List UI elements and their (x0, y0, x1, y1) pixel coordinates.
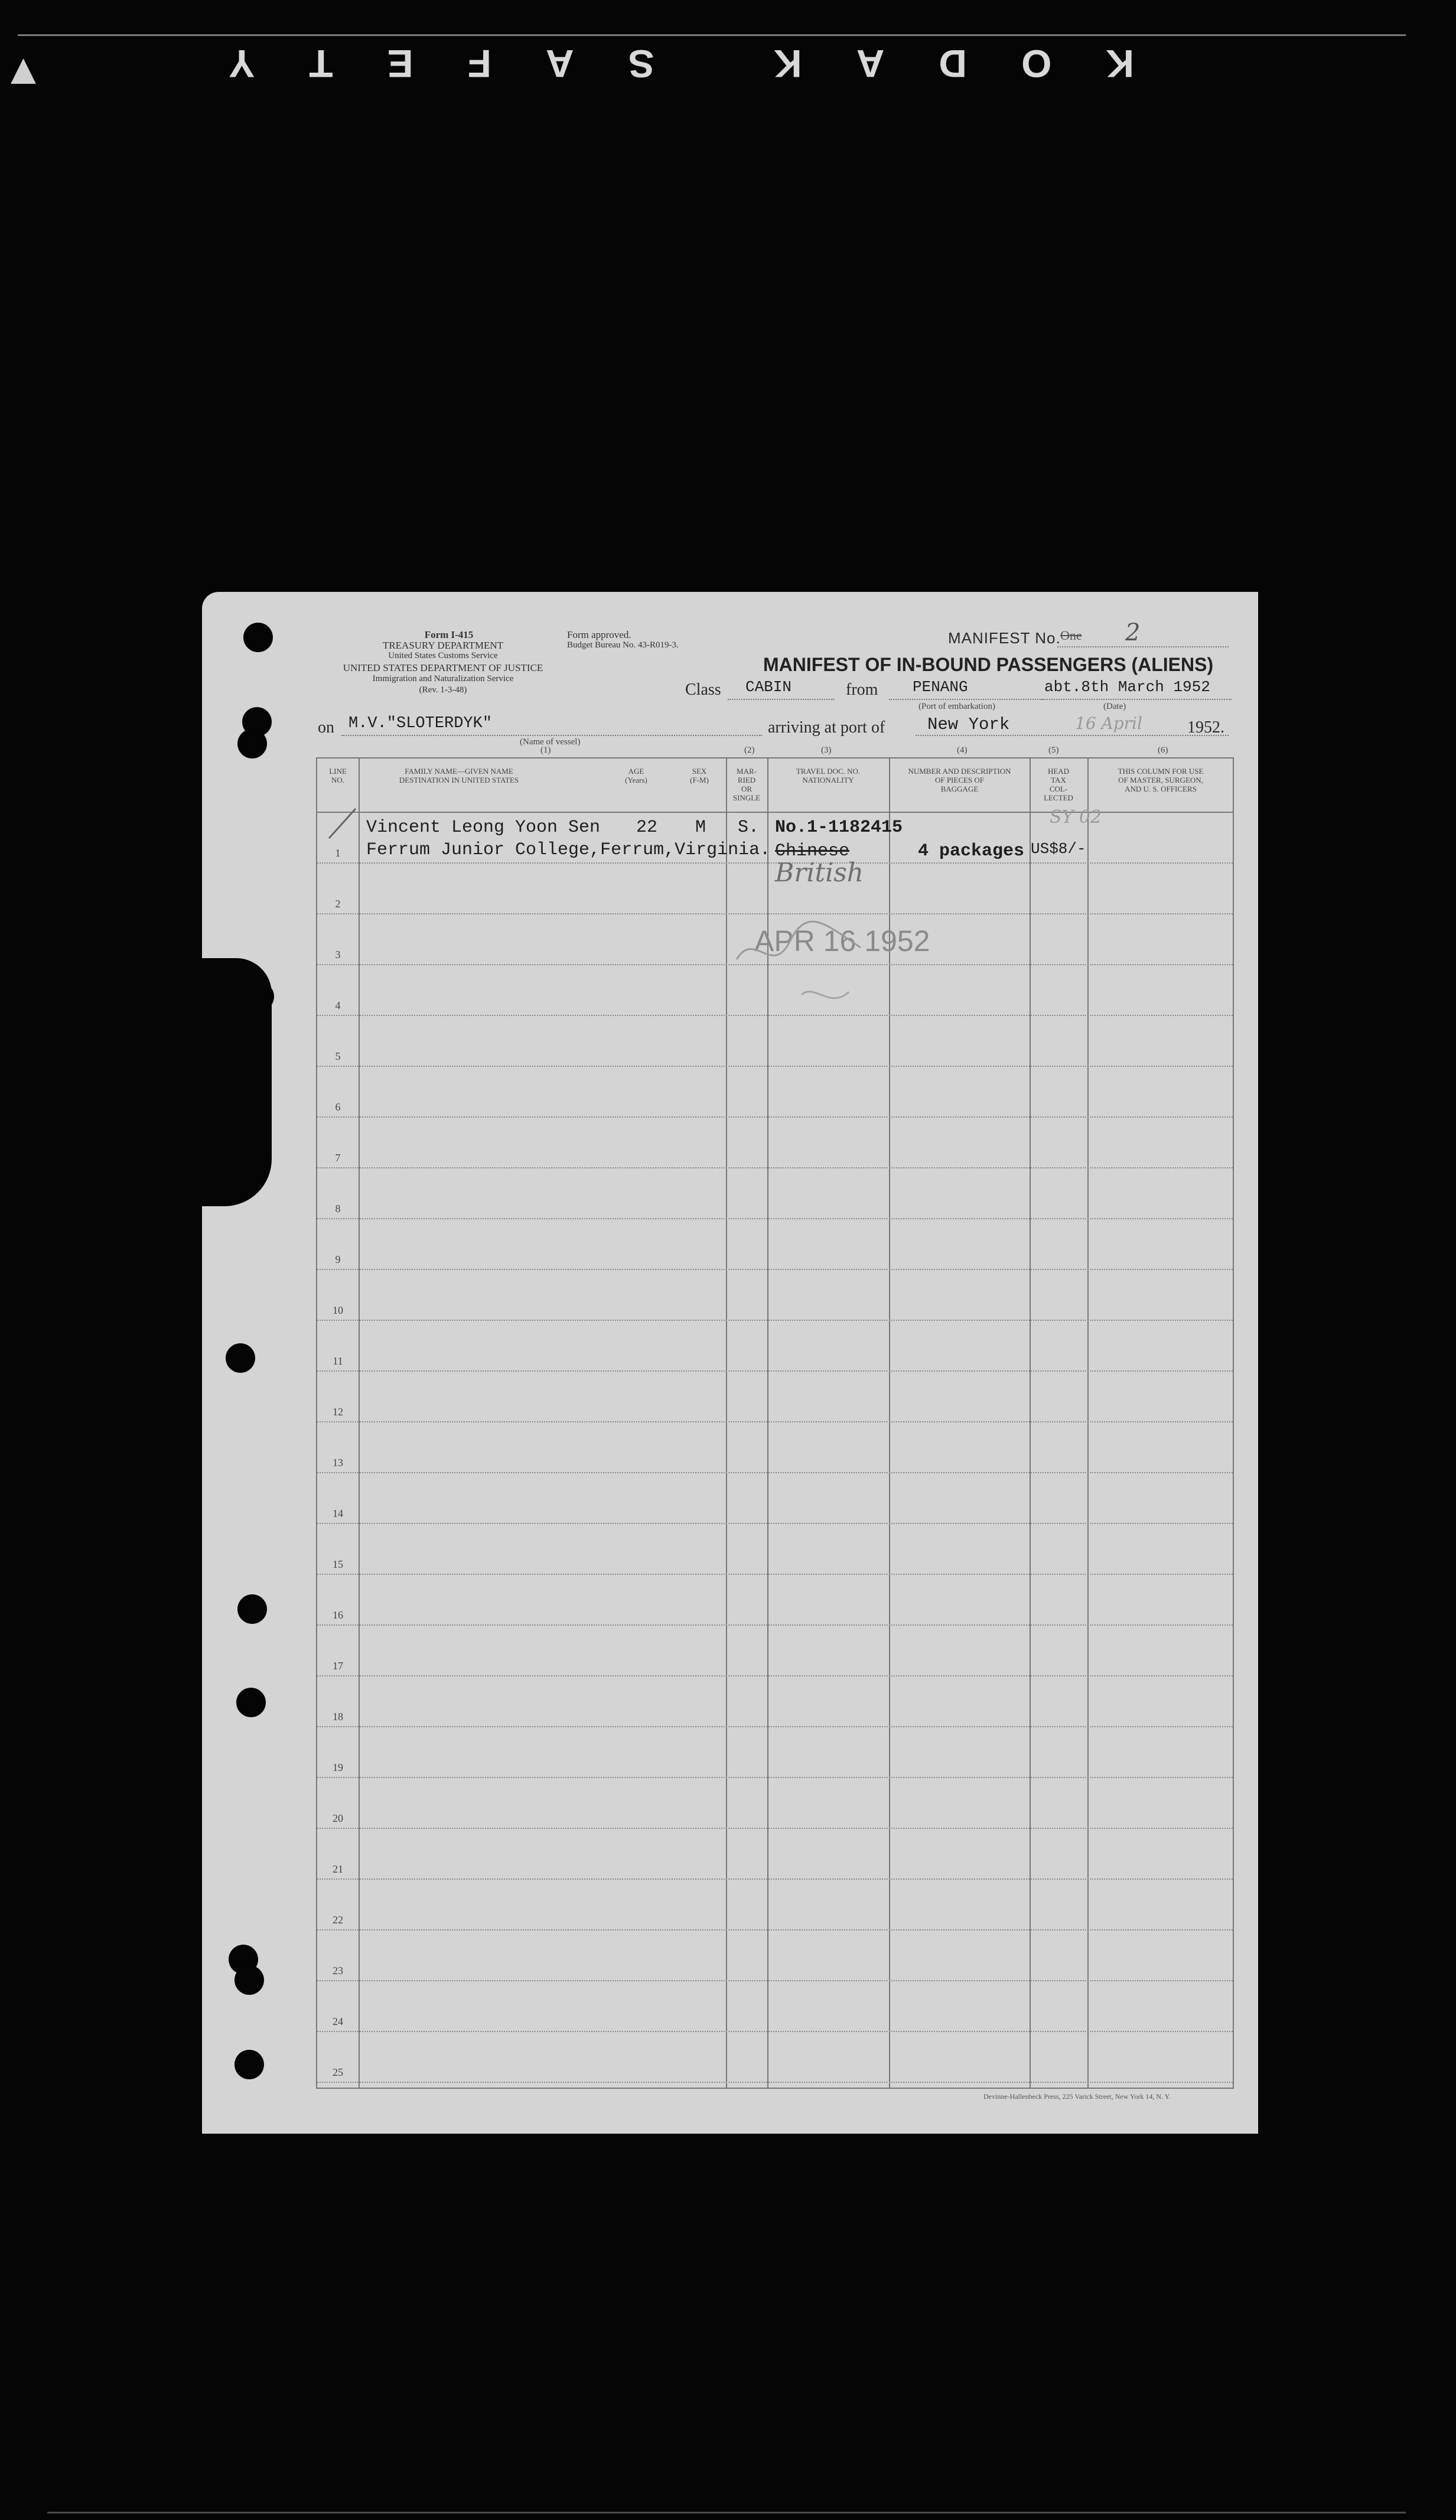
row-divider (317, 1320, 1233, 1321)
row-divider (317, 1675, 1233, 1676)
row-divider (317, 1116, 1233, 1118)
nationality-handwritten: British (775, 858, 864, 888)
column-divider (726, 758, 727, 2088)
row-divider (317, 1066, 1233, 1067)
column-header-officers: THIS COLUMN FOR USE OF MASTER, SURGEON, AND U. S. OFFICERS (1118, 767, 1204, 793)
punch-hole (234, 1965, 264, 1995)
row-divider (317, 1574, 1233, 1575)
row-divider (317, 1421, 1233, 1422)
manifest-number-crossed: One (1060, 628, 1082, 643)
handwritten-mark-icon (323, 806, 359, 841)
line-number: 5 (335, 1050, 341, 1062)
treasury-department: TREASURY DEPARTMENT (382, 640, 504, 651)
manifest-number-value: 2 (1125, 619, 1141, 646)
row-divider (317, 1980, 1233, 1981)
column-number: (3) (821, 745, 832, 755)
vessel-name-value: M.V."SLOTERDYK" (348, 715, 493, 732)
manifest-title: MANIFEST OF IN-BOUND PASSENGERS (ALIENS) (763, 654, 1214, 675)
port-line (916, 735, 1229, 736)
form-number: Form I-415 (424, 629, 474, 640)
line-number: 7 (335, 1152, 341, 1164)
from-line (889, 699, 1043, 700)
row-divider (317, 1624, 1233, 1626)
customs-service: United States Customs Service (388, 651, 498, 660)
column-number: (2) (744, 745, 755, 755)
line-number: 14 (333, 1508, 343, 1519)
passenger-sex: M (695, 818, 706, 838)
arrival-port-value: New York (927, 715, 1010, 734)
handwritten-scribble-icon (731, 906, 872, 1024)
passenger-name: Vincent Leong Yoon Sen (366, 818, 601, 838)
column-header-head-tax: HEAD TAX COL- LECTED (1044, 767, 1073, 802)
column-number: (4) (957, 745, 968, 755)
embarkation-caption: (Port of embarkation) (918, 702, 995, 711)
passenger-table (316, 757, 1234, 2089)
column-header-name: FAMILY NAME—GIVEN NAME DESTINATION IN UNITED STATES (399, 767, 519, 784)
column-header-age: AGE (Years) (625, 767, 647, 784)
class-label: Class (685, 681, 721, 699)
passenger-marital-status: S. (738, 818, 760, 838)
row-divider (317, 1269, 1233, 1270)
justice-department: UNITED STATES DEPARTMENT OF JUSTICE (343, 662, 543, 673)
manifest-number-label: MANIFEST No. (948, 629, 1061, 647)
column-header-married: MAR- RIED OR SINGLE (732, 767, 761, 802)
line-number: 15 (333, 1558, 343, 1570)
line-number: 3 (335, 949, 341, 961)
punch-hole (237, 729, 267, 758)
departure-date-value: abt.8th March 1952 (1044, 678, 1210, 696)
film-bottom-edge (47, 2512, 1406, 2514)
form-revision: (Rev. 1-3-48) (419, 685, 467, 695)
film-edge-text: KODAK SAFETY (174, 42, 1134, 86)
column-divider (359, 758, 360, 2088)
column-number: (5) (1048, 745, 1059, 755)
column-header-travel-doc: TRAVEL DOC. NO. NATIONALITY (796, 767, 861, 784)
line-number: 19 (333, 1762, 343, 1773)
punch-hole (234, 2050, 264, 2079)
row-divider (317, 1523, 1233, 1524)
row-divider (317, 1726, 1233, 1727)
column-header-line-no: LINE NO. (329, 767, 347, 784)
punch-hole (237, 1594, 267, 1624)
punch-hole (226, 1343, 255, 1373)
line-number: 6 (335, 1101, 341, 1113)
line-number: 9 (335, 1254, 341, 1265)
row-divider (317, 1370, 1233, 1372)
column-divider (1030, 758, 1031, 2088)
column-divider (1087, 758, 1089, 2088)
passenger-destination: Ferrum Junior College,Ferrum,Virginia. (366, 840, 771, 860)
line-number: 11 (333, 1355, 343, 1367)
travel-document-number: No.1-1182415 (775, 818, 903, 838)
line-number: 2 (335, 898, 341, 910)
row-divider (317, 2031, 1233, 2032)
class-line (728, 699, 834, 700)
vessel-caption: (Name of vessel) (520, 737, 581, 747)
printer-footer: Devinne-Hallenbeck Press, 225 Varick Street, New York 14, N. Y. (983, 2092, 1171, 2101)
arrival-year: 1952. (1187, 718, 1224, 737)
date-line (1043, 699, 1232, 700)
date-stamp: APR 16 1952 (754, 924, 930, 958)
form-approved: Form approved. (567, 629, 631, 640)
column-header-baggage: NUMBER AND DESCRIPTION OF PIECES OF BAGGAGE (908, 767, 1011, 793)
punch-hole (243, 623, 273, 652)
immigration-service: Immigration and Naturalization Service (372, 674, 514, 683)
from-label: from (846, 681, 878, 699)
row-divider (317, 1828, 1233, 1829)
line-number: 18 (333, 1711, 343, 1723)
arrival-date-handwritten: 16 April (1075, 714, 1142, 733)
line-number: 8 (335, 1203, 341, 1215)
line-number: 4 (335, 999, 341, 1011)
row-divider (317, 1929, 1233, 1930)
row-divider (317, 1167, 1233, 1168)
film-top-edge (18, 34, 1406, 36)
baggage-description: 4 packages (918, 841, 1025, 861)
head-tax-mark: SY 02 (1050, 807, 1102, 828)
row-divider (317, 2082, 1233, 2083)
row-divider (317, 1472, 1233, 1473)
arriving-label: arriving at port of (768, 718, 885, 737)
class-value: CABIN (745, 678, 792, 696)
embarkation-port-value: PENANG (913, 678, 968, 696)
line-number: 10 (333, 1304, 343, 1316)
vessel-line (341, 735, 762, 736)
punch-hole (236, 1688, 266, 1717)
line-number: 25 (333, 2066, 343, 2078)
column-header-sex: SEX (F-M) (690, 767, 709, 784)
row-divider (317, 1878, 1233, 1880)
line-number: 16 (333, 1609, 343, 1621)
line-number: 20 (333, 1812, 343, 1824)
torn-edge (201, 958, 272, 1206)
row-divider (317, 1777, 1233, 1778)
film-triangle-icon: ▲ (11, 50, 37, 88)
head-tax-value: US$8/- (1031, 840, 1086, 858)
manifest-number-line (1057, 646, 1229, 647)
line-number: 22 (333, 1914, 343, 1926)
on-label: on (318, 718, 334, 737)
line-number: 1 (335, 847, 341, 859)
line-number: 23 (333, 1965, 343, 1977)
row-divider (317, 1218, 1233, 1219)
date-caption: (Date) (1103, 702, 1126, 711)
column-number: (6) (1158, 745, 1168, 755)
nationality-typed: Chinese (775, 841, 850, 861)
line-number: 12 (333, 1406, 343, 1418)
line-number: 17 (333, 1660, 343, 1672)
passenger-age: 22 (636, 818, 658, 838)
line-number: 24 (333, 2016, 343, 2027)
budget-bureau: Budget Bureau No. 43-R019-3. (567, 640, 679, 650)
line-number: 13 (333, 1457, 343, 1469)
column-number: (1) (540, 745, 551, 755)
line-number: 21 (333, 1863, 343, 1875)
